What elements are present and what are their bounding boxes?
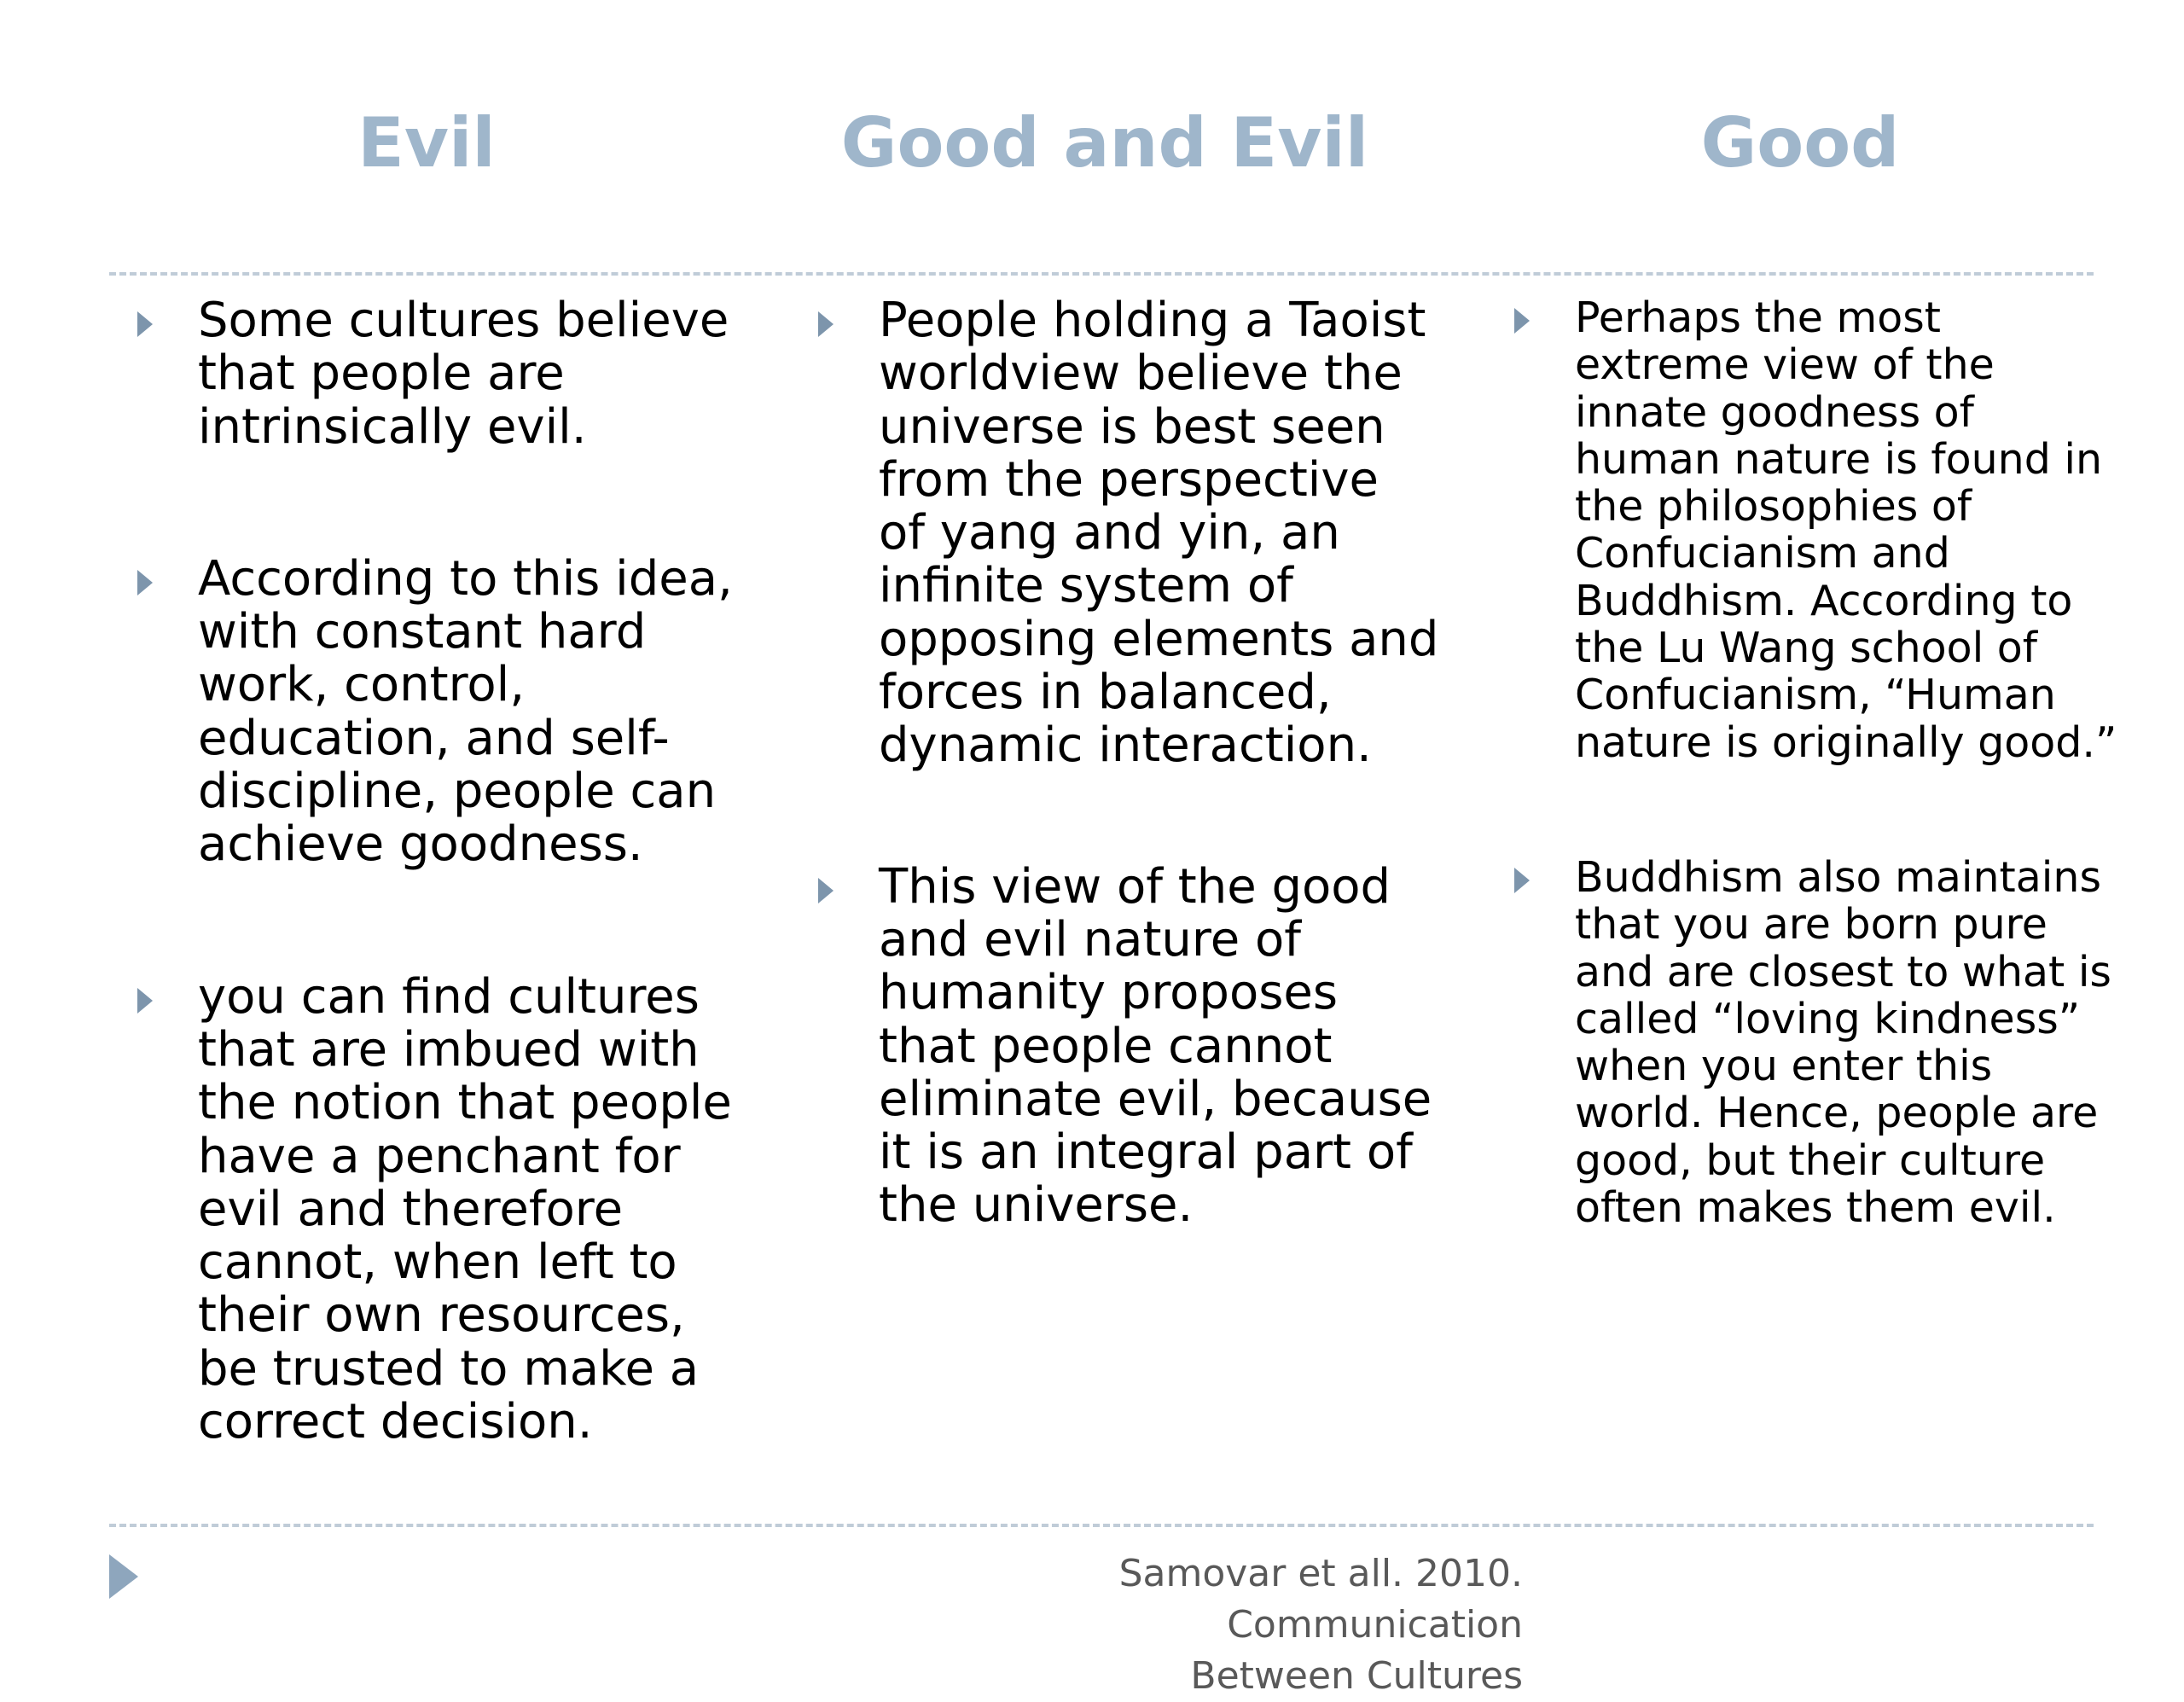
bullet-arrow-icon xyxy=(818,878,834,903)
bullet-arrow-icon xyxy=(1514,868,1530,893)
list-item xyxy=(1490,854,2155,1231)
list-item xyxy=(113,968,761,1450)
list-item xyxy=(793,294,1442,773)
bullet-arrow-icon xyxy=(137,570,153,595)
bullet-arrow-icon xyxy=(137,988,153,1014)
evil-column xyxy=(113,294,761,1449)
bullet-text: Perhaps the most extreme view of the innate goodness of human nature is found in the philosophies of Confucianism and Buddhism. According to the Lu Wang school of Confucianism, “Human nature is originally good.” xyxy=(1575,293,2117,767)
bullet-text: you can find cultures that are imbued with the notion that people have a penchant for evil and therefore cannot, when left to their own resources, be trusted to make a correct decision. xyxy=(198,968,732,1450)
bullet-arrow-icon xyxy=(818,311,834,337)
footer-arrow-icon xyxy=(109,1554,138,1599)
list-item xyxy=(113,550,761,873)
bullet-text: People holding a Taoist worldview believe the universe is best seen from the perspective of yang and yin, an infinite system of opposing elements and forces in balanced, dynamic interaction. xyxy=(879,293,1439,774)
bottom-divider xyxy=(109,1524,2094,1527)
heading-good: Good xyxy=(1700,103,1900,183)
bullet-text: According to this idea, with constant hard work, control, education, and self- discipline, people can achieve goodness. xyxy=(198,550,733,873)
list-item xyxy=(1490,294,2155,766)
heading-evil: Evil xyxy=(357,103,496,183)
bullet-text: Buddhism also maintains that you are born pure and are closest to what is called “loving kindness” when you enter this world. Hence, people are good, but their culture often makes them evil. xyxy=(1575,852,2111,1233)
bullet-arrow-icon xyxy=(1514,308,1530,334)
bullet-arrow-icon xyxy=(137,311,153,337)
top-divider xyxy=(109,272,2094,276)
list-item xyxy=(793,858,1442,1234)
citation: Samovar et all. 2010. Communication Between Cultures xyxy=(1118,1552,1523,1698)
bullet-text: This view of the good and evil nature of humanity proposes that people cannot eliminate evil, because it is an integral part of the universe. xyxy=(879,858,1432,1234)
heading-good-and-evil: Good and Evil xyxy=(840,103,1369,183)
good-and-evil-column xyxy=(793,294,1442,1233)
bullet-text: Some cultures believe that people are intrinsically evil. xyxy=(198,293,729,455)
good-column xyxy=(1490,294,2155,1231)
list-item xyxy=(113,294,761,454)
